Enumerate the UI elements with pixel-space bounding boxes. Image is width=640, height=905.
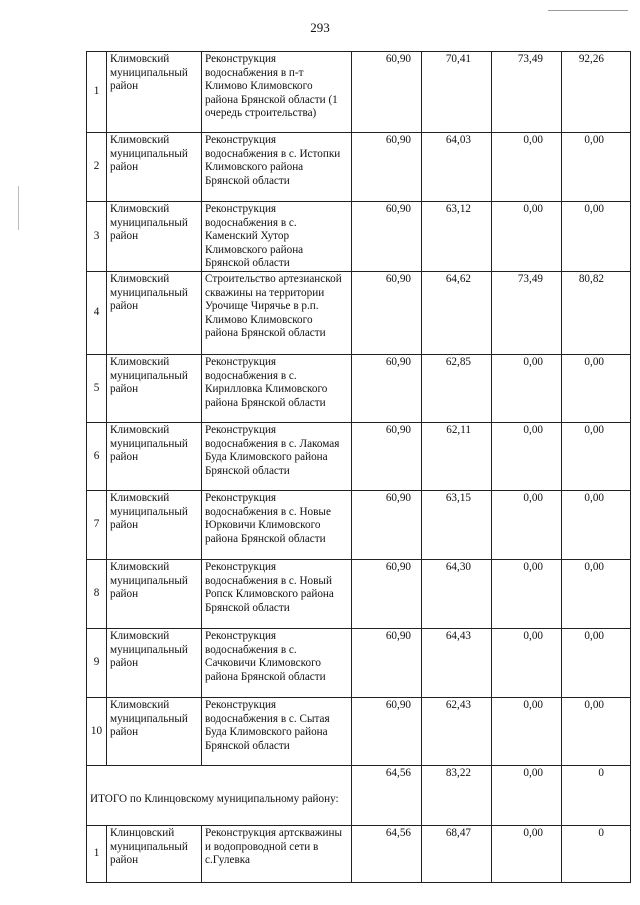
total-row <box>87 765 631 825</box>
row-number: 3 <box>87 202 107 272</box>
value-cell-2: 64,62 <box>422 271 492 354</box>
row-number: 9 <box>87 628 107 697</box>
table-row <box>87 133 631 202</box>
table-row <box>87 52 631 133</box>
object-cell: Реконструкция водоснабжения в п-т Климово Климовского района Брянской области (1 очередь строительства) <box>202 52 352 133</box>
value-cell-4: 80,82 <box>562 271 631 354</box>
value-cell-2: 64,30 <box>422 559 492 628</box>
value-cell-1: 60,90 <box>352 133 422 202</box>
value-cell-1: 64,56 <box>352 825 422 882</box>
top-rule <box>548 10 628 11</box>
district-cell: Климовский муниципальный район <box>107 559 202 628</box>
object-cell: Строительство артезианской скважины на территории Урочище Чирячье в р.п. Климово Климовского района Брянской области <box>202 271 352 354</box>
value-cell-4: 0 <box>562 825 631 882</box>
value-cell-2: 62,11 <box>422 422 492 490</box>
district-cell: Климовский муниципальный район <box>107 271 202 354</box>
value-cell-3: 0,00 <box>492 354 562 422</box>
page-number: 293 <box>310 20 330 35</box>
value-cell-1: 60,90 <box>352 697 422 765</box>
value-cell-3: 0,00 <box>492 825 562 882</box>
value-cell-3: 0,00 <box>492 422 562 490</box>
value-cell-3: 73,49 <box>492 52 562 133</box>
district-cell: Климовский муниципальный район <box>107 422 202 490</box>
row-number: 10 <box>87 697 107 765</box>
district-cell: Климовский муниципальный район <box>107 354 202 422</box>
object-cell: Реконструкция водоснабжения в с. Каменский Хутор Климовского района Брянской области <box>202 202 352 272</box>
row-number: 1 <box>87 825 107 882</box>
table-row <box>87 628 631 697</box>
table-row <box>87 422 631 490</box>
value-cell-3: 0,00 <box>492 559 562 628</box>
table-row <box>87 559 631 628</box>
value-cell-4: 0,00 <box>562 133 631 202</box>
value-cell-1: 60,90 <box>352 354 422 422</box>
object-cell: Реконструкция артскважины и водопроводной сети в с.Гулевка <box>202 825 352 882</box>
total-value-4: 0 <box>562 765 631 825</box>
object-cell: Реконструкция водоснабжения в с. Новые Юрковичи Климовского района Брянской области <box>202 490 352 559</box>
table-row <box>87 825 631 882</box>
row-number: 5 <box>87 354 107 422</box>
value-cell-1: 60,90 <box>352 559 422 628</box>
row-number: 6 <box>87 422 107 490</box>
object-cell: Реконструкция водоснабжения в с. Сачковичи Климовского района Брянской области <box>202 628 352 697</box>
investment-table <box>86 51 631 883</box>
district-cell: Климовский муниципальный район <box>107 133 202 202</box>
value-cell-4: 92,26 <box>562 52 631 133</box>
value-cell-2: 63,15 <box>422 490 492 559</box>
value-cell-4: 0,00 <box>562 202 631 272</box>
value-cell-1: 60,90 <box>352 628 422 697</box>
value-cell-2: 64,43 <box>422 628 492 697</box>
value-cell-4: 0,00 <box>562 490 631 559</box>
value-cell-3: 0,00 <box>492 202 562 272</box>
value-cell-4: 0,00 <box>562 697 631 765</box>
value-cell-1: 60,90 <box>352 490 422 559</box>
value-cell-2: 68,47 <box>422 825 492 882</box>
value-cell-1: 60,90 <box>352 422 422 490</box>
total-label: ИТОГО по Клинцовскому муниципальному району: <box>87 765 352 825</box>
table-row <box>87 697 631 765</box>
object-cell: Реконструкция водоснабжения в с. Новый Ропск Климовского района Брянской области <box>202 559 352 628</box>
table-row <box>87 490 631 559</box>
district-cell: Климовский муниципальный район <box>107 628 202 697</box>
object-cell: Реконструкция водоснабжения в с. Сытая Буда Климовского района Брянской области <box>202 697 352 765</box>
value-cell-2: 64,03 <box>422 133 492 202</box>
margin-mark <box>18 186 22 230</box>
total-value-1: 64,56 <box>352 765 422 825</box>
value-cell-3: 0,00 <box>492 133 562 202</box>
district-cell: Климовский муниципальный район <box>107 697 202 765</box>
value-cell-4: 0,00 <box>562 628 631 697</box>
table-row <box>87 202 631 272</box>
value-cell-4: 0,00 <box>562 559 631 628</box>
object-cell: Реконструкция водоснабжения в с. Кирилловка Климовского района Брянской области <box>202 354 352 422</box>
district-cell: Климовский муниципальный район <box>107 202 202 272</box>
value-cell-3: 73,49 <box>492 271 562 354</box>
value-cell-1: 60,90 <box>352 202 422 272</box>
value-cell-3: 0,00 <box>492 697 562 765</box>
value-cell-1: 60,90 <box>352 271 422 354</box>
value-cell-3: 0,00 <box>492 490 562 559</box>
value-cell-2: 70,41 <box>422 52 492 133</box>
row-number: 8 <box>87 559 107 628</box>
row-number: 2 <box>87 133 107 202</box>
district-cell: Климовский муниципальный район <box>107 52 202 133</box>
value-cell-2: 63,12 <box>422 202 492 272</box>
total-value-2: 83,22 <box>422 765 492 825</box>
district-cell: Климовский муниципальный район <box>107 490 202 559</box>
value-cell-4: 0,00 <box>562 422 631 490</box>
object-cell: Реконструкция водоснабжения в с. Истопки Климовского района Брянской области <box>202 133 352 202</box>
total-value-3: 0,00 <box>492 765 562 825</box>
row-number: 1 <box>87 52 107 133</box>
table-row <box>87 354 631 422</box>
value-cell-2: 62,43 <box>422 697 492 765</box>
value-cell-2: 62,85 <box>422 354 492 422</box>
value-cell-1: 60,90 <box>352 52 422 133</box>
value-cell-4: 0,00 <box>562 354 631 422</box>
row-number: 7 <box>87 490 107 559</box>
object-cell: Реконструкция водоснабжения в с. Лакомая Буда Климовского района Брянской области <box>202 422 352 490</box>
district-cell: Клинцовский муниципальный район <box>107 825 202 882</box>
value-cell-3: 0,00 <box>492 628 562 697</box>
row-number: 4 <box>87 271 107 354</box>
table-row <box>87 271 631 354</box>
